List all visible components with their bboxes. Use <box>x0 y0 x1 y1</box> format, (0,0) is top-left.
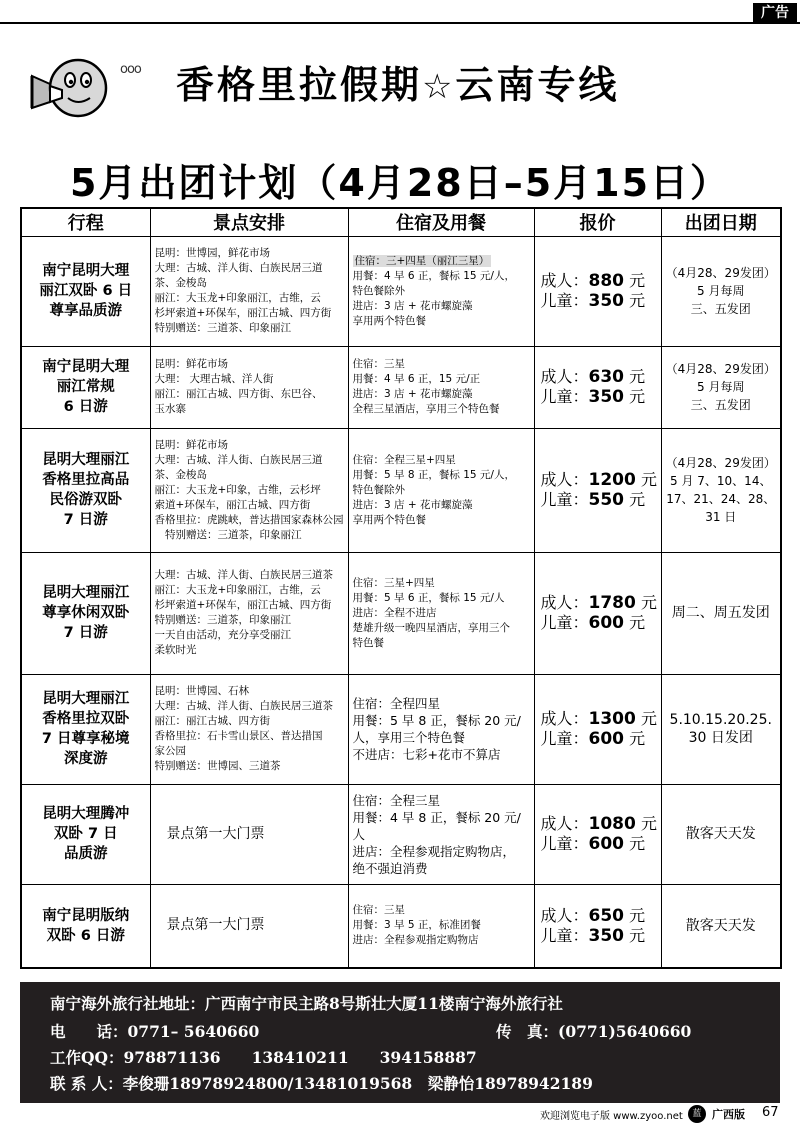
itinerary-table <box>20 207 782 969</box>
date-line: （4月28、29发团） <box>665 362 776 376</box>
stay-line: 进店：3 店 + 花市螺旋藻 <box>352 498 473 511</box>
price-cell <box>534 784 661 884</box>
stay-line: 享用两个特色餐 <box>352 314 426 327</box>
price-cell <box>534 552 661 674</box>
price-unit: 元 <box>640 709 657 728</box>
column-header-spots: 景点安排 <box>150 208 348 236</box>
mascot-megaphone-icon <box>28 46 110 126</box>
column-header-stay: 住宿及用餐 <box>348 208 534 236</box>
price-unit: 元 <box>640 470 657 489</box>
spot-line: 丽江：丽江古城、四方街、东巴谷、 <box>154 388 323 400</box>
stay-line: 全程三星酒店，享用三个特色餐 <box>352 403 500 415</box>
spot-line: 特别赠送：三道茶、印象丽江 <box>154 322 291 334</box>
table-row <box>21 552 781 674</box>
price-unit: 元 <box>640 593 657 612</box>
dates-cell <box>661 428 781 552</box>
date-line: 31 日 <box>705 510 737 524</box>
spots-cell <box>150 552 348 674</box>
price-unit: 元 <box>629 613 646 632</box>
edition-label: 广西版 <box>712 1108 745 1121</box>
website-notice: 欢迎浏览电子版 www.zyoo.net <box>540 1111 683 1122</box>
route-line: 品质游 <box>64 846 108 862</box>
spot-line: 茶、金梭岛 <box>154 277 207 289</box>
adult-price: 630 <box>588 367 625 387</box>
stay-line: 进店：全程参观指定购物店 <box>352 934 479 947</box>
spots-cell <box>150 236 348 346</box>
route-line: 深度游 <box>64 751 108 767</box>
spots-cell <box>150 784 348 884</box>
spot-line: 大理：古城、洋人街、白族民居三道茶 <box>154 700 333 712</box>
price-cell <box>534 236 661 346</box>
date-line: 30 日发团 <box>688 730 753 746</box>
spot-line: 大理：古城、洋人街、白族民居三道 <box>154 453 323 466</box>
price-unit: 元 <box>629 271 646 290</box>
stay-cell <box>348 236 534 346</box>
spots-cell <box>150 884 348 968</box>
table-header-row <box>21 208 781 236</box>
spot-line: 特别赠送：三道茶，印象丽江 <box>154 614 291 626</box>
spot-line: 大理： 大理古城、洋人街 <box>154 373 274 385</box>
dates-cell <box>661 346 781 428</box>
adult-label: 成人： <box>540 593 589 612</box>
price-unit: 元 <box>629 729 646 748</box>
table-row <box>21 674 781 784</box>
stay-line: 用餐：5 早 8 正，餐标 20 元/ <box>352 713 521 728</box>
stay-line: 用餐：3 早 5 正，标准团餐 <box>352 919 481 932</box>
route-line: 双卧 6 日游 <box>46 927 125 944</box>
adult-price: 880 <box>588 271 625 291</box>
route-cell <box>21 784 150 884</box>
stay-line: 进店：3 店 + 花市螺旋藻 <box>352 388 473 400</box>
date-line: 三、五发团 <box>690 398 751 412</box>
stay-cell <box>348 428 534 552</box>
top-rule <box>0 22 800 24</box>
spot-line: 索道+环保车，丽江古城、四方街 <box>154 498 311 511</box>
stay-line: 进店：全程不进店 <box>352 606 437 619</box>
adult-price: 650 <box>588 905 625 926</box>
stay-line: 人 <box>352 826 366 842</box>
price-unit: 元 <box>629 905 646 925</box>
spots-cell <box>150 674 348 784</box>
star-icon: ☆ <box>422 67 456 107</box>
route-line: 南宁昆明大理 <box>42 263 130 279</box>
date-line: （4月28、29发团） <box>665 456 776 470</box>
date-line: 5 月 7、10、14、 <box>670 474 772 488</box>
spot-line: 香格里拉：石卡雪山景区、普达措国 <box>154 730 323 742</box>
spot-line: 景点第一大门票 <box>166 917 265 934</box>
child-price: 600 <box>588 834 625 854</box>
spot-line: 大理：古城、洋人街、白族民居三道茶 <box>154 569 333 581</box>
child-price: 550 <box>588 490 625 510</box>
stay-line: 住宿：三星 <box>352 904 405 917</box>
adult-price: 1300 <box>588 709 636 729</box>
route-cell <box>21 552 150 674</box>
adult-label: 成人： <box>540 367 589 386</box>
child-price: 600 <box>588 729 625 749</box>
stay-cell <box>348 674 534 784</box>
stay-line: 进店：全程参观指定购物店， <box>352 843 516 859</box>
spot-line: 丽江：大玉龙+印象丽江，古维，云 <box>154 292 321 304</box>
spot-line: 特别赠送：三道茶，印象丽江 <box>154 528 302 541</box>
route-line: 7 日游 <box>63 625 108 641</box>
stay-line: 进店：3 店 + 花市螺旋藻 <box>352 299 473 312</box>
spot-line: 杉坪索道+环保车，丽江古城、四方街 <box>154 599 332 611</box>
stay-line: 特色餐除外 <box>352 483 405 496</box>
route-line: 昆明大理丽江 <box>42 452 130 468</box>
route-line: 6 日游 <box>63 399 108 415</box>
stay-line: 用餐：5 早 6 正，餐标 15 元/人 <box>352 591 505 604</box>
qq-line: 工作QQ：978871136 138410211 394158887 <box>50 1048 477 1067</box>
spot-line: 香格里拉：虎跳峡，普达措国家森林公园 <box>154 513 344 526</box>
date-line: 散客天天发 <box>685 826 756 842</box>
spots-cell <box>150 346 348 428</box>
price-unit: 元 <box>629 925 646 945</box>
route-line: 民俗游双卧 <box>49 492 122 508</box>
phone-line: 电 话：0771– 5640660 <box>50 1022 260 1041</box>
route-line: 昆明大理丽江 <box>42 585 130 601</box>
price-unit: 元 <box>629 834 646 853</box>
route-cell <box>21 674 150 784</box>
stay-line: 用餐：4 早 8 正，餐标 20 元/ <box>352 809 521 825</box>
stay-line: 住宿：三星 <box>352 358 405 370</box>
child-label: 儿童： <box>540 490 589 509</box>
decorative-dots: ooo <box>120 62 141 77</box>
stay-cell <box>348 884 534 968</box>
stay-line: 住宿：全程三星 <box>352 792 441 808</box>
adult-label: 成人： <box>540 905 589 925</box>
contact-footer <box>20 982 780 1103</box>
route-cell <box>21 884 150 968</box>
spot-line: 昆明：世博园，鲜花市场 <box>154 247 270 259</box>
spot-line: 丽江：丽江古城、四方街 <box>154 715 270 727</box>
price-unit: 元 <box>629 490 646 509</box>
route-line: 丽江常规 <box>56 379 115 395</box>
stay-line: 享用两个特色餐 <box>352 513 426 526</box>
column-header-route: 行程 <box>21 208 150 236</box>
route-line: 昆明大理丽江 <box>42 691 130 707</box>
stay-cell <box>348 784 534 884</box>
spot-line: 玉水寨 <box>154 403 186 415</box>
adult-price: 1200 <box>588 470 636 490</box>
date-line: 17、21、24、28、 <box>666 492 776 506</box>
route-line: 南宁昆明大理 <box>42 359 130 375</box>
spot-line: 家公园 <box>154 745 186 757</box>
route-line: 昆明大理腾冲 <box>42 806 130 822</box>
date-line: 散客天天发 <box>685 917 756 934</box>
stay-line: 绝不强迫消费 <box>352 860 428 876</box>
dates-cell <box>661 674 781 784</box>
title-left: 香格里拉假期 <box>176 62 423 107</box>
table-row <box>21 884 781 968</box>
spot-line: 大理：古城、洋人街、白族民居三道 <box>154 262 323 274</box>
date-line: 5 月每周 <box>697 284 745 298</box>
spot-line: 茶、金梭岛 <box>154 468 207 481</box>
dates-cell <box>661 884 781 968</box>
contact-line: 联 系 人：李俊珊18978924800/13481019568 梁静怡18978942189 <box>50 1074 593 1093</box>
stay-line: 用餐：5 早 8 正，餐标 15 元/人， <box>352 468 515 481</box>
page-number: 67 <box>762 1105 779 1120</box>
date-line: 5.10.15.20.25. <box>669 712 772 728</box>
route-line: 双卧 7 日 <box>53 826 118 842</box>
date-line: 5 月每周 <box>697 380 745 394</box>
route-cell <box>21 428 150 552</box>
price-unit: 元 <box>640 814 657 833</box>
price-unit: 元 <box>629 367 646 386</box>
route-line: 7 日游 <box>63 512 108 528</box>
spot-line: 丽江：大玉龙+印象丽江，古维，云 <box>154 584 321 596</box>
child-price: 350 <box>588 925 625 946</box>
spot-line: 一天自由活动，充分享受丽江 <box>154 629 291 641</box>
child-label: 儿童： <box>540 613 589 632</box>
child-label: 儿童： <box>540 925 589 945</box>
spot-line: 杉坪索道+环保车，丽江古城、四方街 <box>154 307 332 319</box>
stay-line: 人，享用三个特色餐 <box>352 730 466 745</box>
stay-line: 用餐：4 早 6 正，餐标 15 元/人， <box>352 269 515 282</box>
table-row <box>21 346 781 428</box>
price-cell <box>534 674 661 784</box>
child-label: 儿童： <box>540 291 589 310</box>
table-row <box>21 428 781 552</box>
dates-cell <box>661 784 781 884</box>
date-line: （4月28、29发团） <box>665 266 776 280</box>
ad-tag: 广告 <box>753 3 797 23</box>
page-title <box>176 54 620 109</box>
child-label: 儿童： <box>540 834 589 853</box>
stay-line: 特色餐除外 <box>352 284 405 297</box>
spots-cell <box>150 428 348 552</box>
route-line: 丽江双卧 6 日 <box>39 283 133 299</box>
adult-label: 成人： <box>540 271 589 290</box>
route-line: 尊享品质游 <box>49 303 122 319</box>
schedule-subtitle: 5月出团计划（4月28日–5月15日） <box>69 161 731 205</box>
column-header-dates: 出团日期 <box>661 208 781 236</box>
date-line: 周二、周五发团 <box>671 605 770 621</box>
child-label: 儿童： <box>540 387 589 406</box>
price-cell <box>534 428 661 552</box>
table-row <box>21 784 781 884</box>
title-right: 云南专线 <box>455 62 620 107</box>
route-line: 7 日尊享秘境 <box>41 731 130 747</box>
child-price: 600 <box>588 613 625 633</box>
stay-line: 不进店：七彩+花市不算店 <box>352 747 501 762</box>
price-unit: 元 <box>629 387 646 406</box>
route-line: 尊享休闲双卧 <box>42 605 130 621</box>
spot-line: 昆明：鲜花市场 <box>154 438 228 451</box>
adult-label: 成人： <box>540 470 589 489</box>
route-line: 南宁昆明版纳 <box>42 907 130 924</box>
dates-cell <box>661 552 781 674</box>
stay-highlight: 住宿：三+四星（丽江三星） <box>354 254 490 267</box>
date-line: 三、五发团 <box>690 302 751 316</box>
adult-price: 1780 <box>588 593 636 613</box>
stay-line: 住宿：三星+四星 <box>352 576 435 589</box>
fax-line: 传 真：(0771)5640660 <box>496 1022 692 1041</box>
stay-cell <box>348 552 534 674</box>
price-cell <box>534 346 661 428</box>
stay-line: 住宿：全程三星+四星 <box>352 453 456 466</box>
route-cell <box>21 346 150 428</box>
column-header-price: 报价 <box>534 208 661 236</box>
spot-line: 昆明：世博园、石林 <box>154 685 249 697</box>
stay-line: 楚雄升级一晚四星酒店，享用三个 <box>352 621 510 634</box>
spot-line: 丽江：大玉龙+印象，古维，云杉坪 <box>154 483 321 496</box>
table-row <box>21 236 781 346</box>
spot-line: 景点第一大门票 <box>166 825 265 842</box>
route-cell <box>21 236 150 346</box>
child-price: 350 <box>588 291 625 311</box>
child-price: 350 <box>588 387 625 407</box>
spot-line: 昆明：鲜花市场 <box>154 358 228 370</box>
spot-line: 柔软时光 <box>154 644 197 656</box>
route-line: 香格里拉高品 <box>42 472 130 488</box>
price-cell <box>534 884 661 968</box>
address-line: 南宁海外旅行社地址：广西南宁市民主路8号斯壮大厦11楼南宁海外旅行社 <box>50 994 563 1013</box>
price-unit: 元 <box>629 291 646 310</box>
adult-label: 成人： <box>540 709 589 728</box>
spot-line: 特别赠送：世博园、三道茶 <box>154 760 281 772</box>
route-line: 香格里拉双卧 <box>42 711 130 727</box>
child-label: 儿童： <box>540 729 589 748</box>
adult-label: 成人： <box>540 814 589 833</box>
magazine-logo-icon: 蓝 <box>688 1105 706 1123</box>
stay-line: 用餐：4 早 6 正，15 元/正 <box>352 373 481 385</box>
stay-cell <box>348 346 534 428</box>
dates-cell <box>661 236 781 346</box>
stay-line: 特色餐 <box>352 636 384 649</box>
adult-price: 1080 <box>588 814 636 834</box>
stay-line: 住宿：全程四星 <box>352 696 441 711</box>
